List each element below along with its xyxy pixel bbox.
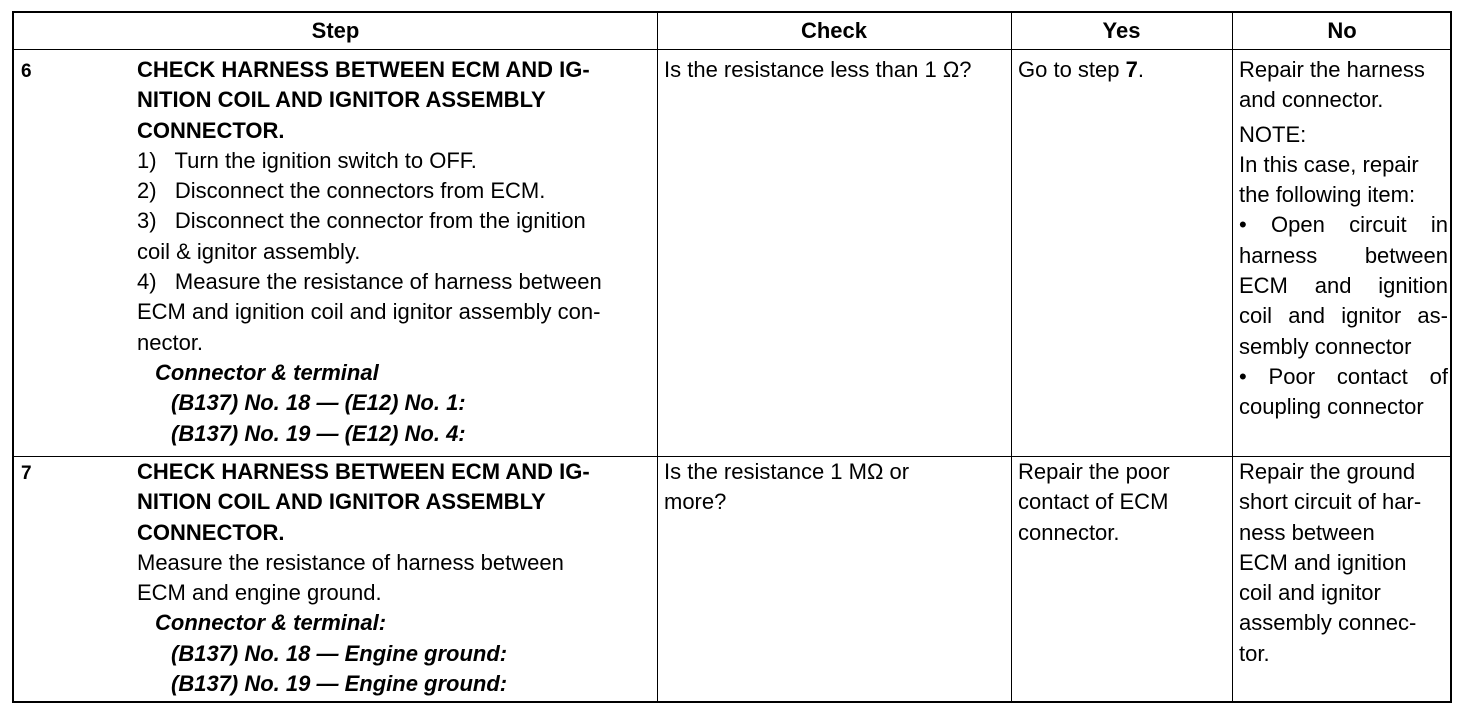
connector-label: Connector & terminal: xyxy=(155,610,387,636)
step-title-line: NITION COIL AND IGNITOR ASSEMBLY xyxy=(137,87,546,113)
instruction-line: ECM and engine ground. xyxy=(137,580,382,606)
instruction-line: 1) Turn the ignition switch to OFF. xyxy=(137,147,477,173)
no-result xyxy=(1239,457,1421,669)
column-divider-step-check xyxy=(657,13,658,701)
yes-line: Repair the poor xyxy=(1018,459,1170,484)
bullet-line: coil and ignitor as- xyxy=(1239,303,1448,329)
column-divider-check-yes xyxy=(1011,13,1012,701)
connector-label: Connector & terminal xyxy=(155,359,379,385)
check-question xyxy=(664,55,972,85)
yes-step-number: 7 xyxy=(1125,57,1138,82)
bullet-line: sembly connector xyxy=(1239,333,1412,359)
instruction-line: nector. xyxy=(137,329,204,355)
step-content xyxy=(137,55,602,449)
no-line: and connector. xyxy=(1239,87,1384,113)
bullet-line: harness between xyxy=(1239,242,1448,268)
yes-line: connector. xyxy=(1018,519,1120,545)
no-line: ECM and ignition xyxy=(1239,549,1407,575)
instruction-line: ECM and ignition coil and ignitor assembly con- xyxy=(137,299,601,325)
terminal-line: (B137) No. 19 — (E12) No. 4: xyxy=(171,420,466,446)
step-number: 6 xyxy=(21,61,32,82)
check-line: Is the resistance less than 1 Ω? xyxy=(664,57,972,82)
bullet-line: • Open circuit in xyxy=(1239,212,1448,238)
yes-result xyxy=(1018,55,1144,85)
instruction-line: Measure the resistance of harness between xyxy=(137,549,564,575)
yes-suffix: . xyxy=(1137,57,1144,82)
instruction-line: coil & ignitor assembly. xyxy=(137,238,361,264)
no-line: ness between xyxy=(1239,519,1375,545)
step-title-line: CHECK HARNESS BETWEEN ECM AND IG- xyxy=(137,57,590,82)
instruction-line: 4) Measure the resistance of harness between xyxy=(137,269,602,295)
no-line: coil and ignitor xyxy=(1239,580,1381,606)
yes-line: contact of ECM xyxy=(1018,489,1169,515)
terminal-line: (B137) No. 18 — (E12) No. 1: xyxy=(171,390,466,416)
instruction-line: 3) Disconnect the connector from the ignition xyxy=(137,208,586,234)
check-line: more? xyxy=(664,489,727,515)
note-line: In this case, repair xyxy=(1239,151,1419,177)
check-question xyxy=(664,457,909,518)
yes-prefix: Go to step xyxy=(1018,57,1126,82)
no-result xyxy=(1239,55,1448,423)
header-check: Check xyxy=(800,18,868,43)
step-content xyxy=(137,457,590,699)
instruction-line: 2) Disconnect the connectors from ECM. xyxy=(137,178,546,204)
header-no: No xyxy=(1327,18,1357,43)
step-number: 7 xyxy=(21,463,32,484)
diagnostic-table xyxy=(12,11,1452,703)
bullet-line: coupling connector xyxy=(1239,394,1424,420)
terminal-line: (B137) No. 19 — Engine ground: xyxy=(171,671,508,697)
yes-result xyxy=(1018,457,1170,548)
no-line: Repair the ground xyxy=(1239,459,1416,484)
header-step: Step xyxy=(311,18,360,43)
step-title-line: NITION COIL AND IGNITOR ASSEMBLY xyxy=(137,489,546,515)
check-line: Is the resistance 1 MΩ or xyxy=(664,459,910,484)
bullet-line: • Poor contact of xyxy=(1239,363,1448,389)
no-line: assembly connec- xyxy=(1239,610,1417,636)
note-label: NOTE: xyxy=(1239,121,1307,147)
header-yes: Yes xyxy=(1102,18,1141,43)
no-line: Repair the harness xyxy=(1239,57,1425,82)
note-line: the following item: xyxy=(1239,182,1416,208)
bullet-line: ECM and ignition xyxy=(1239,273,1448,299)
terminal-line: (B137) No. 18 — Engine ground: xyxy=(171,640,508,666)
no-line: tor. xyxy=(1239,640,1270,666)
no-line: short circuit of har- xyxy=(1239,489,1422,515)
step-title-line: CONNECTOR. xyxy=(137,117,285,143)
step-title-line: CONNECTOR. xyxy=(137,519,285,545)
header-divider xyxy=(14,49,1450,50)
column-divider-yes-no xyxy=(1232,13,1233,701)
step-title-line: CHECK HARNESS BETWEEN ECM AND IG- xyxy=(137,459,590,484)
yes-line xyxy=(1018,55,1144,85)
